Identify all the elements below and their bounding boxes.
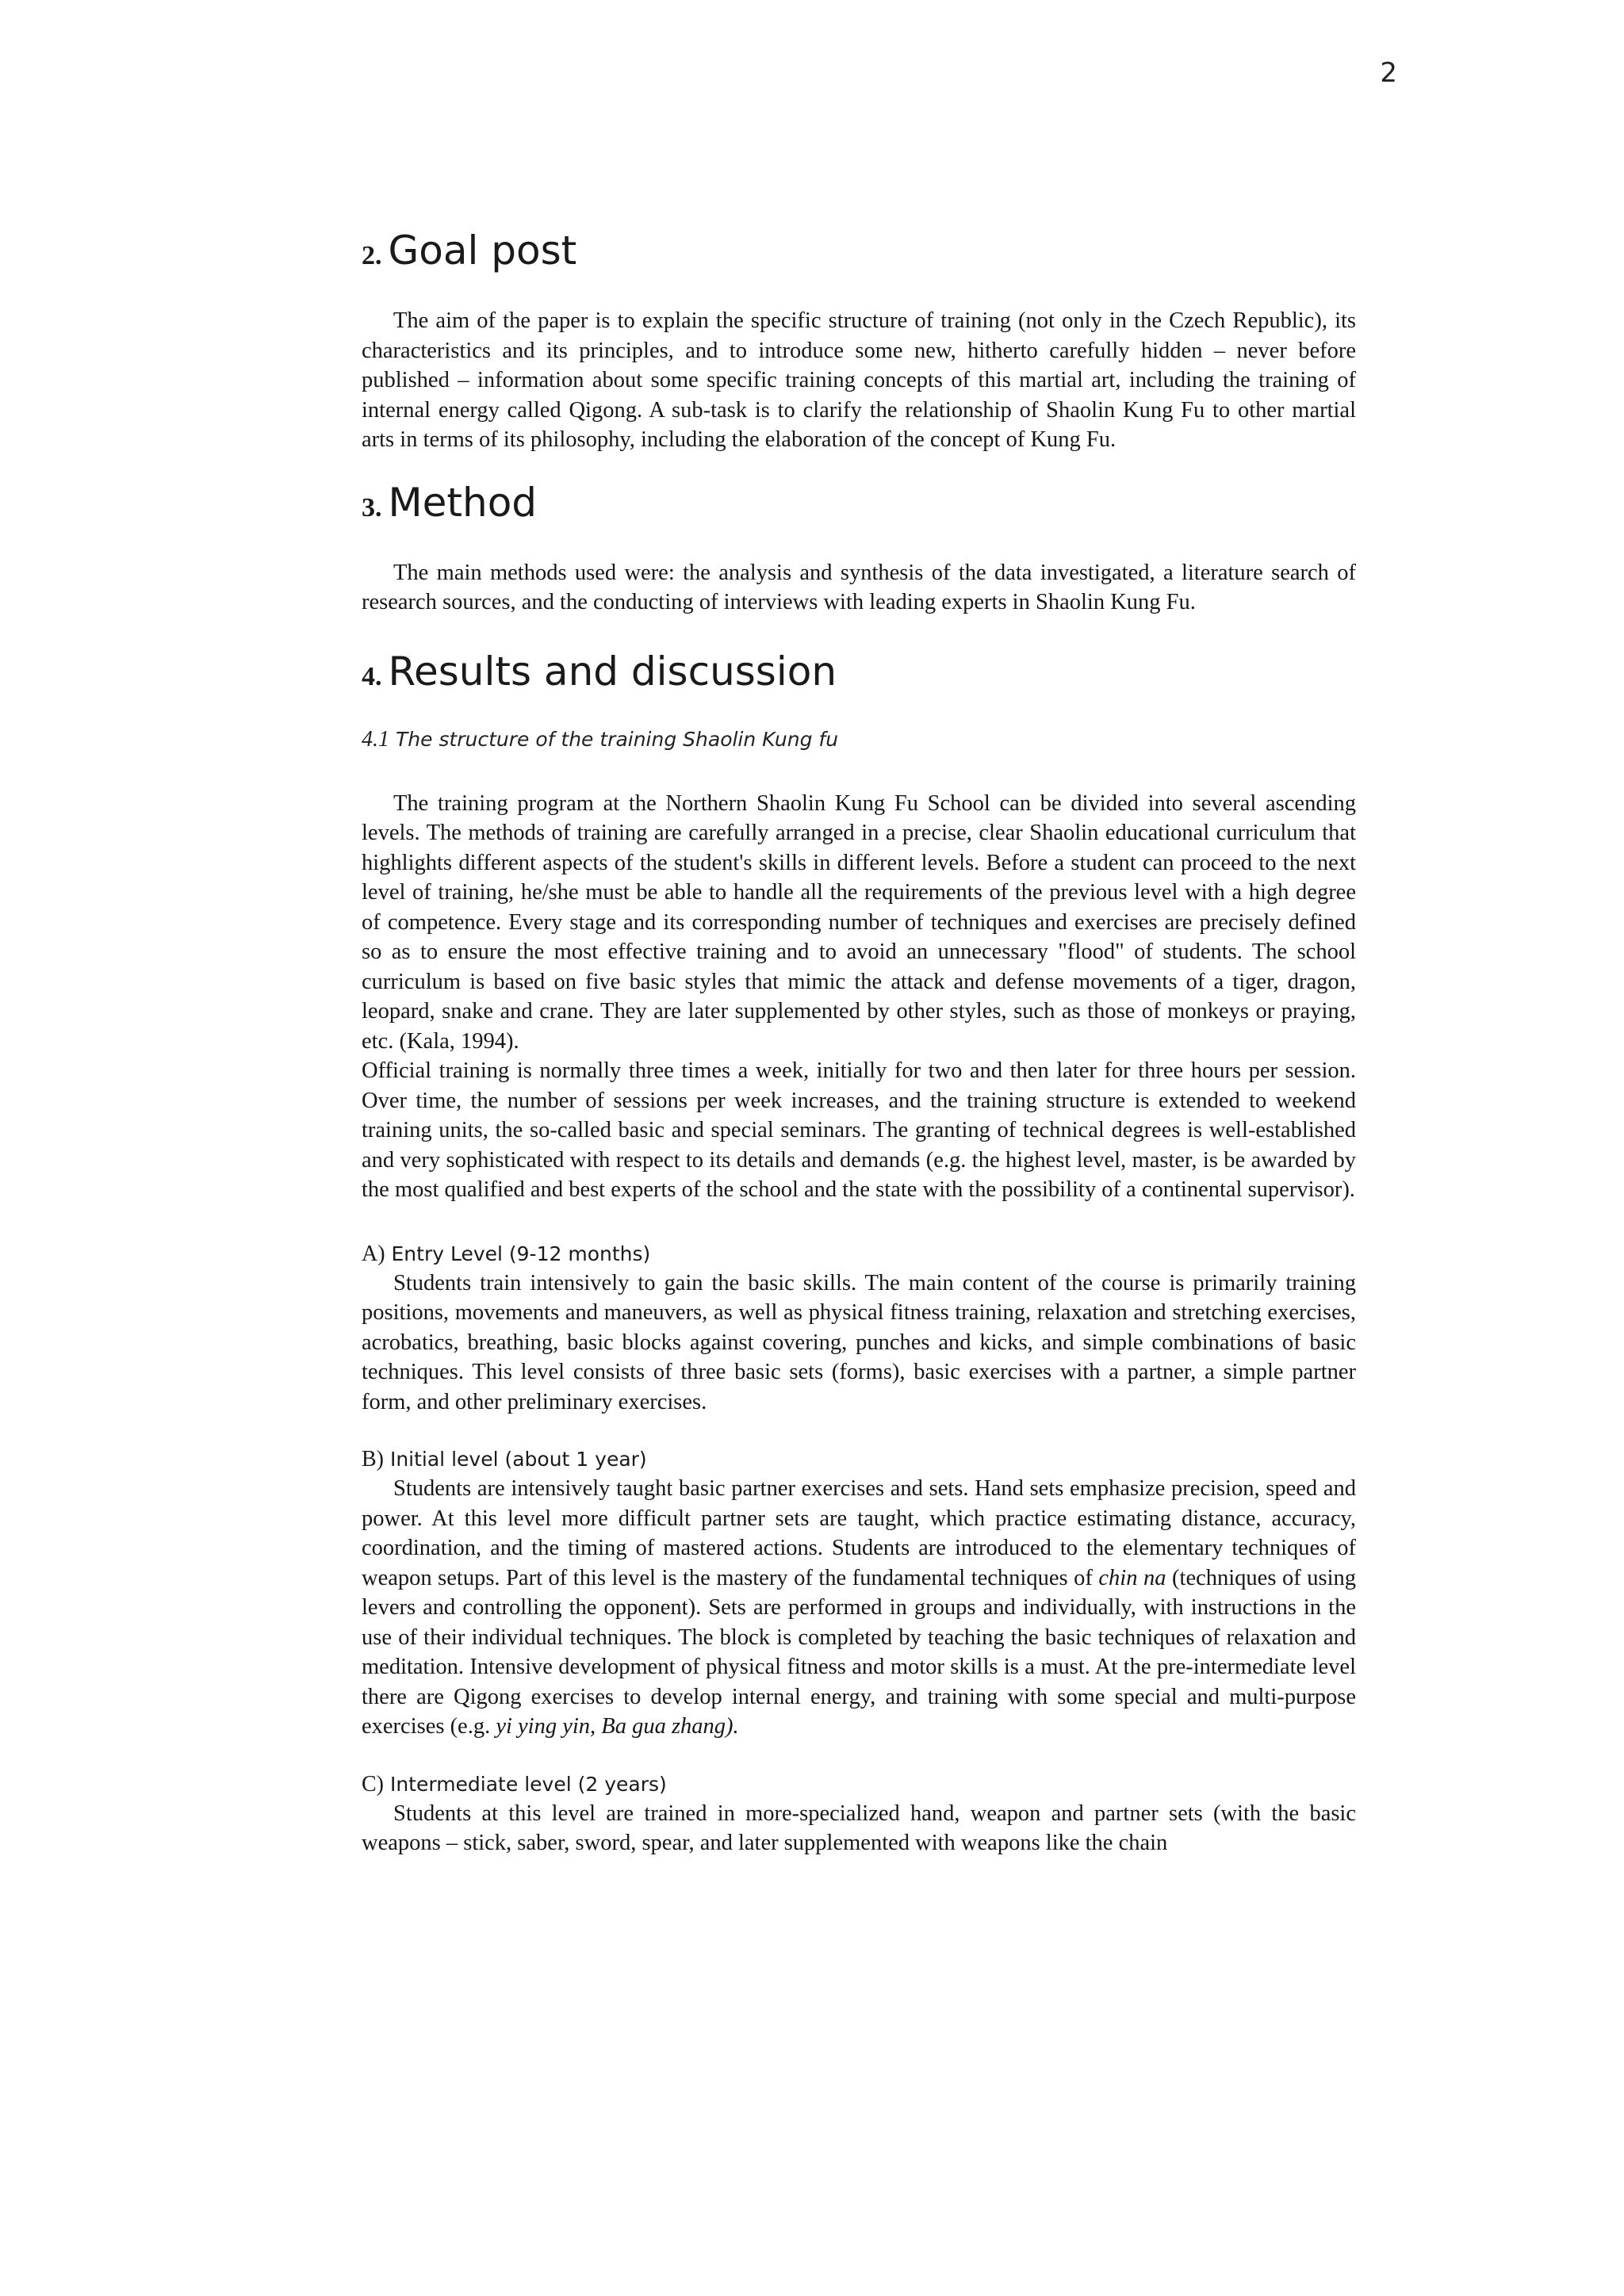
section-title: Results and discussion [388, 648, 837, 695]
section-heading-goal [362, 227, 1356, 274]
initial-level-paragraph [362, 1474, 1356, 1742]
level-letter: C) [362, 1771, 384, 1797]
level-title: Intermediate level (2 years) [389, 1772, 667, 1796]
subsection-number: 4.1 [362, 726, 389, 752]
goal-paragraph: The aim of the paper is to explain the specific structure of training (not only in the Czech Republic), its characteristics and its principles, and to introduce some new, hitherto carefully hidden – never before published – information about some specific training concepts of this martial art, including the training of internal energy called Qigong. A sub-task is to clarify the relationship of Shaolin Kung Fu to other martial arts in terms of its philosophy, including the elaboration of the concept of Kung Fu. [362, 308, 1356, 452]
subsection-title: The structure of the training Shaolin Kung fu [395, 727, 839, 751]
level-title: Initial level (about 1 year) [389, 1448, 647, 1471]
document-body [362, 227, 1356, 1858]
level-heading-initial [362, 1445, 1356, 1474]
results-paragraph-2: Official training is normally three times a week, initially for two and then later for three hours per session. Over time, the number of sessions per week increases, and the training structure is extended to weekend training units, the so-called basic and special seminars. The granting of technical degrees is well-established and very sophisticated with respect to its details and demands (e.g. the highest level, master, is be awarded by the most qualified and best experts of the school and the state with the possibility of a continental supervisor). [362, 1058, 1356, 1202]
level-heading-intermediate [362, 1770, 1356, 1799]
level-letter: A) [362, 1241, 385, 1266]
section-title: Goal post [388, 228, 577, 274]
term-examples: yi ying yin, Ba gua zhang). [496, 1714, 739, 1739]
level-title: Entry Level (9-12 months) [391, 1242, 651, 1265]
level-letter: B) [362, 1447, 384, 1471]
initial-text-start: Students are intensively taught basic partner exercises and sets. Hand sets emphasize precision, speed and power. At this level more difficult partner sets are taught, which practice estimating distance, accuracy, coordination, and the timing of mastered actions. Students are introduced to the elementary techniques of weapon setups. Part of this level is the mastery of the fundamental techniques of [362, 1476, 1356, 1590]
initial-text-mid: (techniques of using levers and controlling the opponent). Sets are performed in groups and individually, with instructions in the use of their individual techniques. The block is completed by teaching the basic techniques of relaxation and meditation. Intensive development of physical fitness and motor skills is a must. At the pre-intermediate level there are Qigong exercises to develop internal energy, and training with some special and multi-purpose exercises (e.g. [362, 1565, 1356, 1739]
section-heading-method [362, 479, 1356, 526]
subsection-heading [362, 727, 1356, 752]
page-number: 2 [1380, 57, 1397, 89]
section-number: 3. [362, 492, 382, 522]
level-heading-entry [362, 1240, 1356, 1269]
intermediate-level-paragraph: Students at this level are trained in more-specialized hand, weapon and partner sets (with the basic weapons – stick, saber, sword, spear, and later supplemented with weapons like the chain [362, 1800, 1356, 1855]
results-paragraph-1: The training program at the Northern Shaolin Kung Fu School can be divided into several ascending levels. The methods of training are carefully arranged in a precise, clear Shaolin educational curriculum that highlights different aspects of the student's skills in different levels. Before a student can proceed to the next level of training, he/she must be able to handle all the requirements of the previous level with a high degree of competence. Every stage and its corresponding number of techniques and exercises are precisely defined so as to ensure the most effective training and to avoid an unnecessary "flood" of students. The school curriculum is based on five basic styles that mimic the attack and defense movements of a tiger, dragon, leopard, snake and crane. They are later supplemented by other styles, such as those of monkeys or praying, etc. (Kala, 1994). [362, 790, 1356, 1054]
section-number: 4. [362, 661, 382, 691]
entry-level-paragraph: Students train intensively to gain the basic skills. The main content of the course is primarily training positions, movements and maneuvers, as well as physical fitness training, relaxation and stretching exercises, acrobatics, breathing, basic blocks against covering, punches and kicks, and simple combinations of basic techniques. This level consists of three basic sets (forms), basic exercises with a partner, a simple partner form, and other preliminary exercises. [362, 1270, 1356, 1414]
section-heading-results [362, 648, 1356, 695]
section-title: Method [388, 479, 538, 526]
method-paragraph: The main methods used were: the analysis and synthesis of the data investigated, a literature search of research sources, and the conducting of interviews with leading experts in Shaolin Kung Fu. [362, 560, 1356, 614]
term-chin-na: chin na [1098, 1565, 1166, 1590]
section-number: 2. [362, 241, 382, 270]
